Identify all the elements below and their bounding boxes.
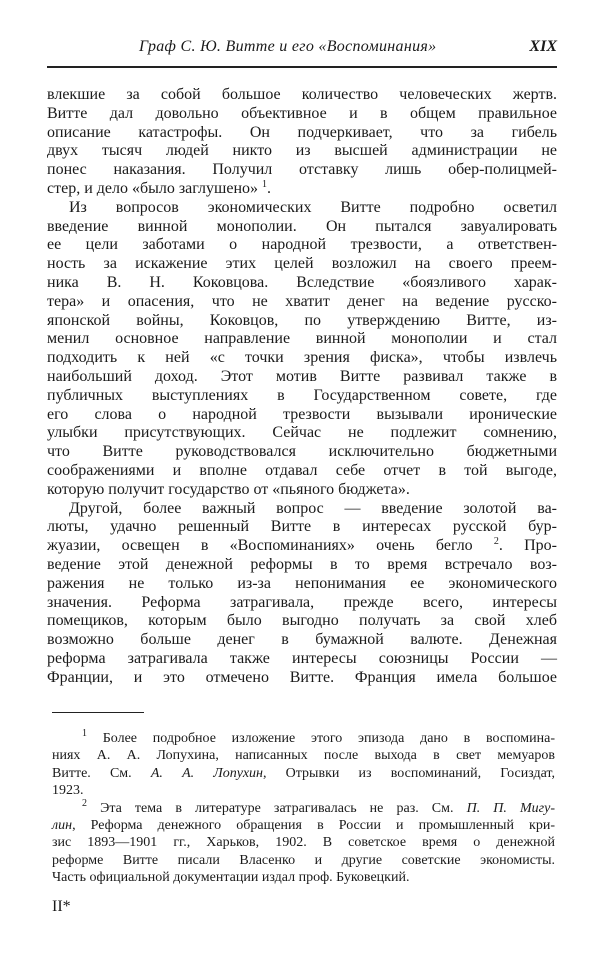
text-line bbox=[47, 575, 557, 594]
line-text-tail: . Про- bbox=[498, 537, 558, 555]
line-text: описание катастрофы. Он подчеркивает, что за гибель bbox=[47, 123, 557, 141]
body-text bbox=[47, 86, 557, 688]
line-text: помещиков, которым было выгодно получать за свой хлеб bbox=[47, 612, 557, 630]
text-line bbox=[47, 105, 557, 124]
footnote-line bbox=[52, 747, 555, 764]
text-line bbox=[47, 650, 557, 669]
line-text: жуазии, освещен в «Воспоминаниях» очень бегло bbox=[47, 537, 473, 555]
footnote-rule bbox=[52, 712, 144, 713]
line-text: реформе Витте писали Власенко и другие советские экономисты. bbox=[52, 852, 555, 868]
text-line bbox=[47, 255, 557, 274]
text-line bbox=[47, 368, 557, 387]
author-name: лин bbox=[52, 817, 73, 833]
line-text: ность за искажение этих целей возложил на своего преем- bbox=[47, 255, 557, 273]
line-text-tail: , Реформа денежного обращения в России и промышленный кри- bbox=[72, 817, 555, 833]
text-line bbox=[47, 274, 557, 293]
author-name: А. А. Лопухин bbox=[150, 765, 263, 781]
text-line bbox=[47, 312, 557, 331]
text-line bbox=[47, 161, 557, 180]
line-text: двух тысяч людей никто из высшей администрации не bbox=[47, 142, 557, 160]
line-text: Витте дал довольно объективное и в общем правильное bbox=[47, 104, 557, 122]
footnote-line bbox=[52, 765, 555, 782]
footnote-marker: 1 bbox=[82, 728, 87, 739]
text-line bbox=[47, 537, 557, 556]
text-line bbox=[47, 330, 557, 349]
text-line bbox=[47, 236, 557, 255]
text-line bbox=[47, 612, 557, 631]
line-text: возможно больше денег в бумажной валюте. Денежная bbox=[47, 631, 557, 649]
line-text: стер, и дело «было заглушено» bbox=[47, 179, 258, 197]
footnote-ref: 1 bbox=[262, 178, 267, 190]
text-line bbox=[47, 180, 557, 199]
line-text: наибольший доход. Этот мотив Витте развивал также в bbox=[47, 367, 557, 385]
page-number: XIX bbox=[529, 38, 557, 55]
line-text: ражения не только из-за непонимания ее экономического bbox=[47, 574, 557, 592]
line-text: подходить к ней «с точки зрения фиска», чтобы извлечь bbox=[47, 349, 557, 367]
text-line bbox=[47, 218, 557, 237]
line-text-tail: . bbox=[267, 179, 271, 197]
line-text: тера» и опасения, что не хватит денег на ведение русско- bbox=[47, 292, 557, 310]
text-line bbox=[47, 349, 557, 368]
footnote-line bbox=[52, 852, 555, 869]
line-text: понес наказания. Получил отставку лишь обер-полицмей- bbox=[47, 161, 557, 179]
line-text-tail: , Отрывки из воспоминаний, Госиздат, bbox=[262, 765, 555, 781]
line-text: Эта тема в литературе затрагивалась не раз. См. bbox=[100, 800, 467, 816]
line-text: реформа затрагивала также интересы союзницы России — bbox=[47, 649, 557, 667]
text-line bbox=[47, 500, 557, 519]
text-line bbox=[47, 142, 557, 161]
footnote-ref: 2 bbox=[493, 536, 499, 548]
author-name: П. П. Мигу- bbox=[466, 800, 555, 816]
line-text: улыбки присутствующих. Сейчас не подлежит сомнению, bbox=[47, 424, 557, 442]
text-line bbox=[47, 387, 557, 406]
signature-mark: II* bbox=[52, 898, 71, 915]
text-line bbox=[47, 199, 557, 218]
line-text: Витте. См. bbox=[52, 765, 151, 781]
footnotes bbox=[52, 730, 555, 887]
footnote-line bbox=[52, 869, 555, 886]
text-line bbox=[47, 481, 557, 500]
line-text: Франции, и это отмечено Витте. Франция имела большое bbox=[47, 668, 557, 686]
footnote-line bbox=[52, 797, 555, 817]
line-text: ника В. Н. Коковцова. Вследствие «боязливого харак- bbox=[47, 273, 557, 291]
text-line bbox=[47, 594, 557, 613]
footnote-line bbox=[52, 834, 555, 851]
line-text: менил основное направление винной монополии и стал bbox=[47, 330, 557, 348]
line-text: ведение этой денежной реформы в то время встречало воз- bbox=[47, 555, 557, 573]
line-text: значения. Реформа затрагивала, прежде всего, интересы bbox=[47, 593, 557, 611]
footnote-line bbox=[52, 730, 555, 747]
running-title: Граф С. Ю. Витте и его «Воспоминания» bbox=[139, 38, 437, 55]
line-text: ее цели заботами о народной трезвости, а ответствен- bbox=[47, 236, 557, 254]
line-text: которую получит государство от «пьяного бюджета». bbox=[47, 480, 410, 498]
text-line bbox=[47, 443, 557, 462]
text-line bbox=[47, 424, 557, 443]
text-line bbox=[47, 631, 557, 650]
text-line bbox=[47, 406, 557, 425]
text-line bbox=[47, 518, 557, 537]
footnote-marker: 2 bbox=[82, 797, 87, 809]
line-text: ниях А. А. Лопухина, написанных после выхода в свет мемуаров bbox=[52, 748, 555, 764]
text-line bbox=[47, 556, 557, 575]
line-text: соображениями и вполне отдавал себе отчет в той выгоде, bbox=[47, 461, 557, 479]
text-line bbox=[47, 86, 557, 105]
line-text: японской войны, Коковцов, по утверждению Витте, из- bbox=[47, 311, 557, 329]
line-text: введение винной монополии. Он пытался завуалировать bbox=[47, 217, 557, 235]
text-line bbox=[47, 669, 557, 688]
header-rule bbox=[47, 66, 557, 68]
line-text: 1923. bbox=[52, 783, 84, 799]
line-text: зис 1893—1901 гг., Харьков, 1902. В советское время о денежной bbox=[52, 835, 555, 851]
line-text: его слова о народной трезвости вызывали иронические bbox=[47, 405, 557, 423]
line-text: Из вопросов экономических Витте подробно осветил bbox=[69, 198, 557, 216]
text-line bbox=[47, 462, 557, 481]
running-header bbox=[47, 38, 557, 60]
line-text: что Витте руководствовался исключительно бюджетными bbox=[47, 443, 557, 461]
text-line bbox=[47, 124, 557, 143]
line-text: люты, удачно решенный Витте в интересах русской бур- bbox=[47, 518, 557, 536]
line-text: публичных выступлениях в Государственном совете, где bbox=[47, 386, 557, 404]
line-text: Часть официальной документации издал проф. Буковецкий. bbox=[52, 870, 410, 886]
line-text: Другой, более важный вопрос — введение золотой ва- bbox=[69, 499, 557, 517]
footnote-line bbox=[52, 782, 555, 799]
line-text: Более подробное изложение этого эпизода дано в воспомина- bbox=[102, 731, 556, 746]
line-text: влекшие за собой большое количество человеческих жертв. bbox=[47, 86, 557, 103]
footnote-line bbox=[52, 817, 555, 834]
text-line bbox=[47, 293, 557, 312]
